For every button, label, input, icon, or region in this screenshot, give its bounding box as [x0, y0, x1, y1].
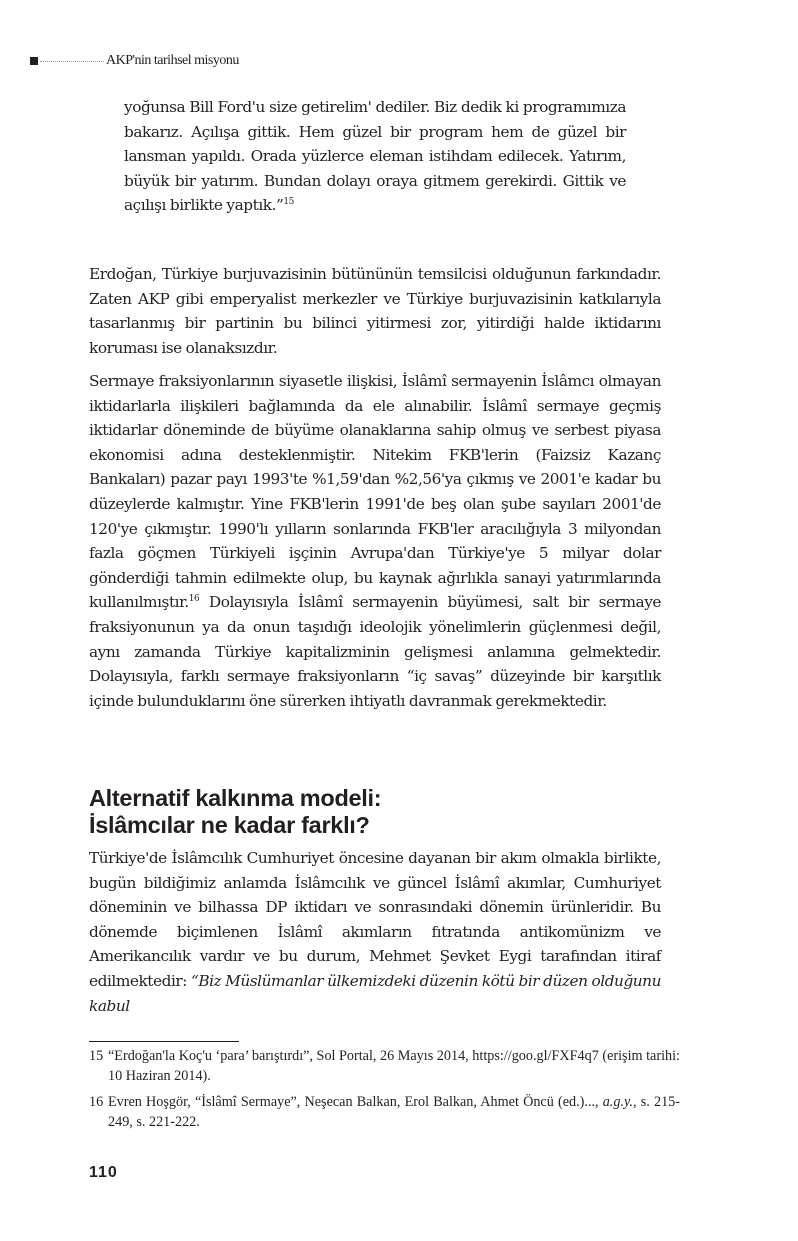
footnote-15: [89, 1046, 680, 1086]
section-paragraph: [89, 846, 661, 1018]
page-number: 110: [89, 1164, 118, 1181]
quote-text: yoğunsa Bill Ford'u size getirelim' dediler. Biz dedik ki programımıza bakarız. Açılışa gittik. Hem güzel bir program hem de güzel bir lansman yapıldı. Orada yüzlerce eleman istihdam edilecek. Yatırım, büyük bir yatırım. Bundan dolayı oraya gitmem gerekirdi. Gittik ve açılışı birlikte yaptık.”: [124, 98, 626, 215]
paragraph-2: [89, 369, 661, 713]
square-bullet-icon: [30, 57, 38, 65]
paragraph-text: Erdoğan, Türkiye burjuvazisinin bütününün temsilcisi olduğunun farkındadır. Zaten AKP gibi emperyalist merkezler ve Türkiye burjuvazisinin katkılarıyla tasarlanmış bir partinin bu bilinci yitirmesi zor, yitirdiği halde iktidarını koruması ise olanaksızdır.: [89, 265, 661, 357]
footnote-16: [89, 1092, 680, 1132]
footnote-number: 16: [89, 1094, 104, 1110]
paragraph-1: [89, 262, 661, 360]
italic-quote: “Biz Müslümanlar ülkemizdeki düzenin kötü bir düzen olduğunu kabul: [89, 971, 661, 1015]
block-quote: [124, 95, 626, 218]
paragraph-text: [89, 369, 661, 713]
footnote-number: 15: [89, 1048, 104, 1064]
paragraph-text-part: Türkiye'de İslâmcılık Cumhuriyet öncesine dayanan bir akım olmakla birlikte, bugün bildiğimiz anlamda İslâmcılık ve güncel İslâmî akımlar, Cumhuriyet döneminin ve bilhassa DP iktidarı ve sonrasındaki dönemin ürünleridir. Bu dönemde biçimlenen İslâmî akımların fıtratında antikomünizm ve Amerikancılık vardır ve bu durum, Mehmet Şevket Eygi tarafından itiraf edilmektedir:: [89, 849, 661, 990]
section-heading-line-1: Alternatif kalkınma modeli:: [89, 785, 382, 811]
footnote-text: , s. 215-249, s. 221-222.: [108, 1094, 680, 1130]
paragraph-text-part: Dolayısıyla İslâmî sermayenin büyümesi, salt bir sermaye fraksiyonunun ya da onun taşıdığı ideolojik yönelimlerin güçlenmesi değil, aynı zamanda Türkiye kapitalizminin gelişmesi anlamına gelmektedir. Dolayısıyla, farklı sermaye fraksiyonların “iç savaş” düzeyinde bir karşıtlık içinde bulunduklarını öne sürerken ihtiyatlı davranmak gerekmektedir.: [89, 593, 661, 710]
footnote-text: “Erdoğan'la Koç'u ‘para’ barıştırdı”, Sol Portal, 26 Mayıs 2014, https://goo.gl/FXF4q7 (erişim tarihi: 10 Haziran 2014).: [108, 1048, 680, 1084]
section-heading: [89, 785, 649, 839]
footnote-ref-16[interactable]: 16: [188, 594, 200, 605]
paragraph-text-part: Sermaye fraksiyonlarının siyasetle ilişkisi, İslâmî sermayenin İslâmcı olmayan iktidarlarla ilişkileri bağlamında da ele alınabilir. İslâmî sermaye geçmiş iktidarlar döneminde de büyüme olanaklarına sahip olmuş ve serbest piyasa ekonomisi adına desteklenmiştir. Nitekim FKB'lerin (Faizsiz Kazanç Bankaları) pazar payı 1993'te %1,59'dan %2,56'ya çıkmış ve 2001'e kadar bu düzeylerde kalmıştır. Yine FKB'lerin 1991'de beş olan şube sayıları 2001'de 120'ye çıkmıştır. 1990'lı yılların sonlarında FKB'ler aracılığıyla 3 milyondan fazla göçmen Türkiyeli işçinin Avrupa'dan Türkiye'ye 5 milyar dolar gönderdiği tahmin edilmekte olup, bu kaynak ağırlıkla sanayi yatırımlarında kullanılmıştır.: [89, 372, 661, 612]
running-head: [30, 53, 239, 69]
dotted-leader: [40, 61, 104, 62]
footnote-text: Evren Hoşgör, “İslâmî Sermaye”, Neşecan Balkan, Erol Balkan, Ahmet Öncü (ed.)...,: [108, 1094, 603, 1110]
footnote-ref-15[interactable]: 15: [283, 197, 294, 208]
section-heading-line-2: İslâmcılar ne kadar farklı?: [89, 812, 370, 838]
paragraph-text: [89, 846, 661, 1018]
footnote-divider: [89, 1041, 239, 1042]
running-head-title: AKP'nin tarihsel misyonu: [106, 53, 239, 68]
footnote-italic: a.g.y.: [602, 1094, 634, 1110]
